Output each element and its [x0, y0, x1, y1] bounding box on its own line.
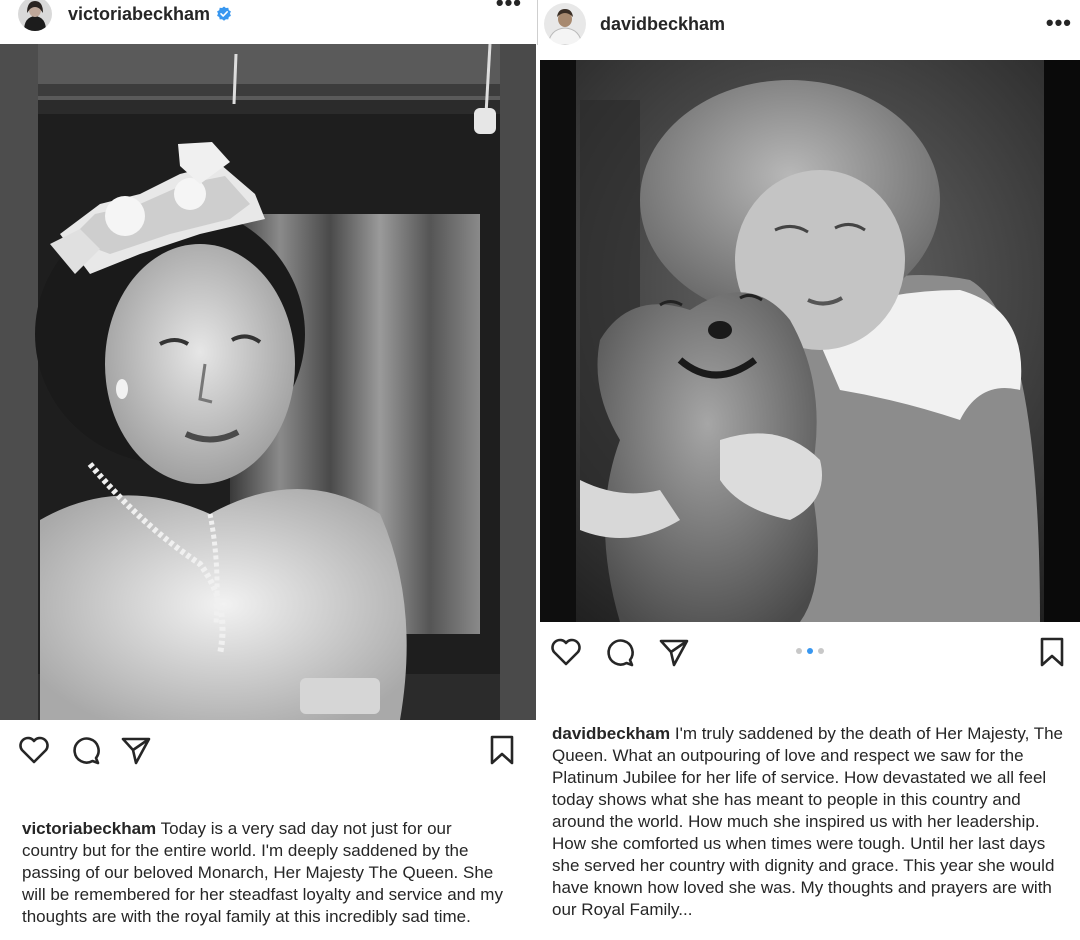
post-actions [0, 732, 536, 772]
more-icon[interactable]: ••• [1045, 10, 1072, 35]
caption-username[interactable]: davidbeckham [552, 724, 671, 743]
caption-text: I'm truly saddened by the death of Her Majesty, The Queen. What an outpouring of love and respect we saw for the Platinum Jubilee for her life of service. How devastated we all feel today shows what she has meant to people in this country and around the world. How much she inspired us with her leadership. How she comforted us when times were tough. Until her last days she served her country with dignity and grace. This year she would have known how loved she was. My thoughts and prayers are with our Royal Family... [552, 724, 1063, 919]
post-victoriabeckham [0, 0, 536, 940]
more-icon[interactable]: ••• [495, 0, 522, 15]
send-icon[interactable] [656, 634, 692, 670]
heart-icon[interactable] [16, 732, 52, 768]
username[interactable]: davidbeckham [600, 13, 726, 34]
avatar[interactable] [544, 3, 586, 45]
post-photo[interactable] [0, 44, 536, 720]
carousel-dot [807, 648, 813, 654]
post-davidbeckham [540, 0, 1080, 940]
post-caption [22, 818, 512, 928]
bookmark-icon[interactable] [1034, 634, 1070, 670]
post-photo[interactable] [540, 60, 1080, 622]
username[interactable]: victoriabeckham [68, 3, 211, 24]
post-header [0, 0, 536, 34]
avatar[interactable] [18, 0, 52, 31]
post-actions [540, 634, 1080, 674]
comment-icon[interactable] [602, 634, 638, 670]
post-header [540, 2, 1080, 46]
heart-icon[interactable] [548, 634, 584, 670]
send-icon[interactable] [118, 732, 154, 768]
carousel-indicator [796, 648, 824, 654]
verified-badge-icon [216, 6, 232, 22]
carousel-dot [796, 648, 802, 654]
comment-icon[interactable] [68, 732, 104, 768]
caption-username[interactable]: victoriabeckham [22, 819, 157, 838]
bookmark-icon[interactable] [484, 732, 520, 768]
post-caption [552, 723, 1072, 921]
carousel-dot [818, 648, 824, 654]
caption-text: Today is a very sad day not just for our country but for the entire world. I'm deeply saddened by the passing of our beloved Monarch, Her Majesty The Queen. She will be remembered for her steadfast loyalty and service and my thoughts are with the royal family at this incredibly sad time. [22, 819, 503, 926]
